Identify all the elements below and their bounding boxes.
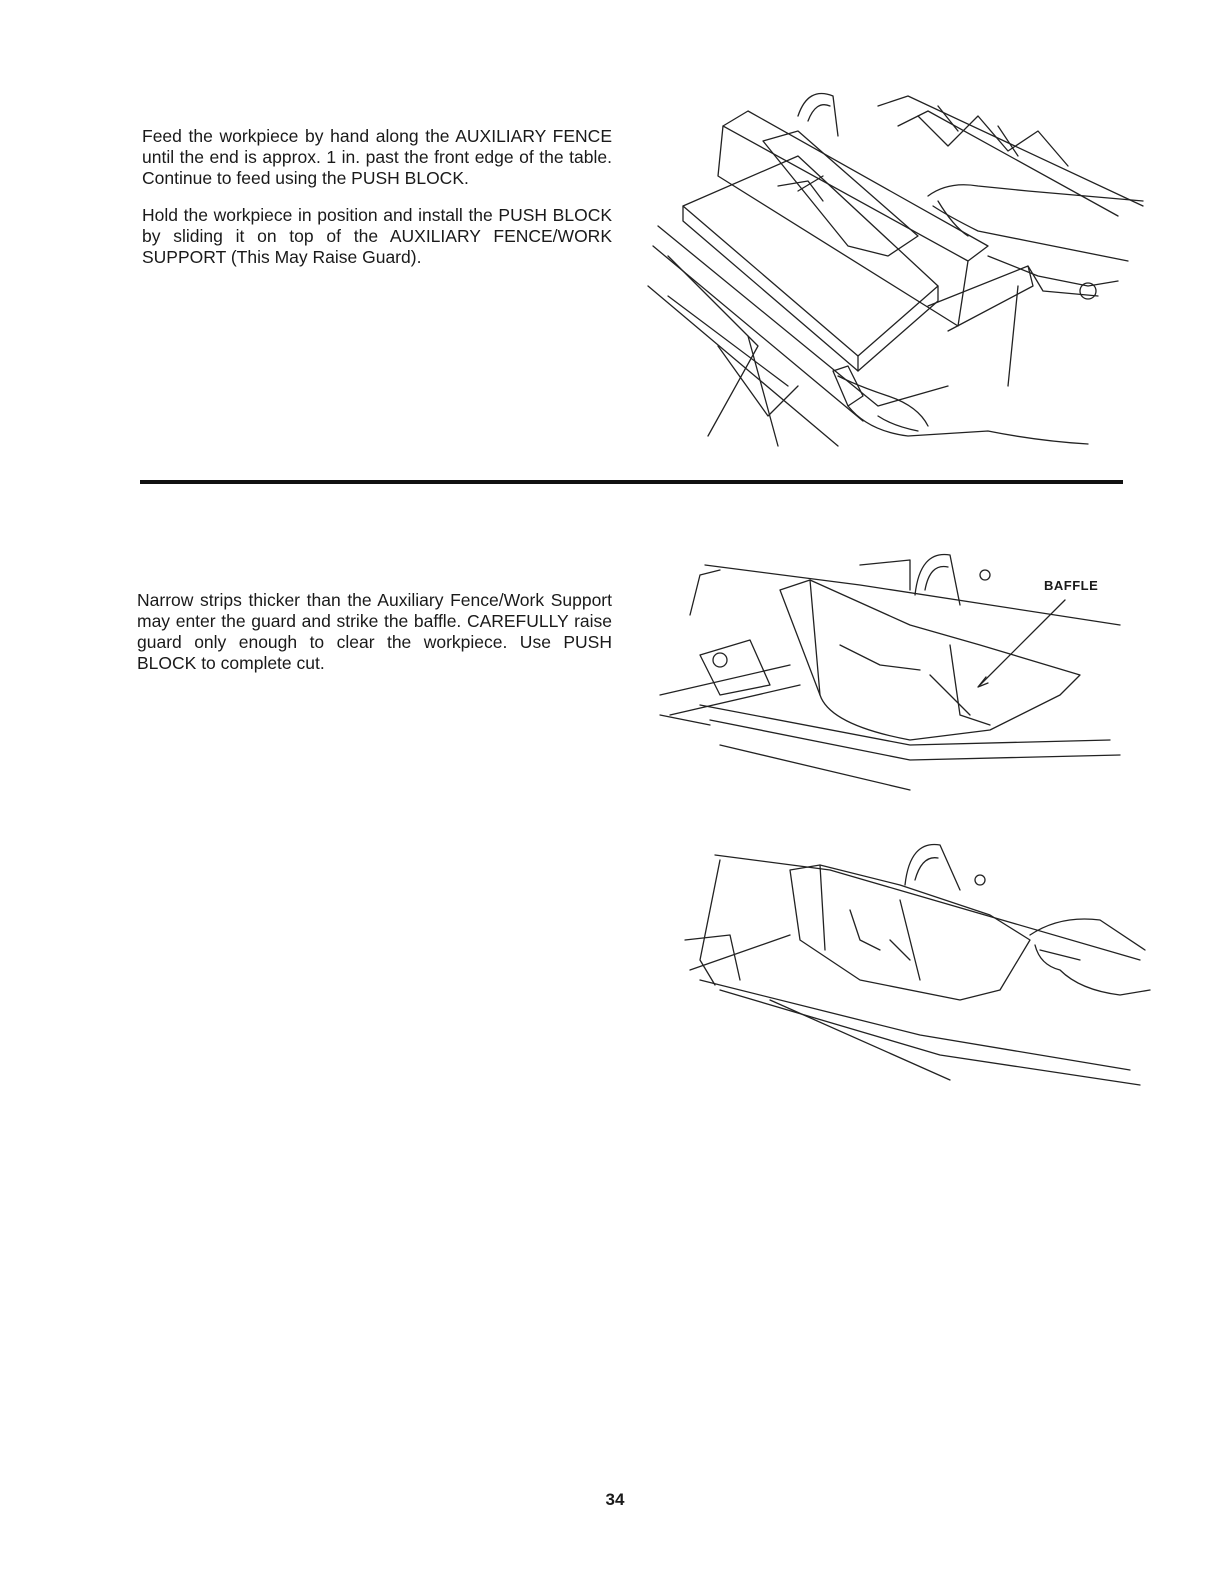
instruction-install-push-block: Hold the workpiece in position and install the PUSH BLOCK by sliding it on top of the AUXILIARY FENCE/WORK SUPPORT (This May Raise Guard).	[142, 205, 612, 267]
instruction-narrow-strips: Narrow strips thicker than the Auxiliary Fence/Work Support may enter the guard and strike the baffle. CAREFULLY raise guard only enough to clear the workpiece. Use PUSH BLOCK to complete cut.	[137, 590, 612, 673]
instruction-feed-workpiece: Feed the workpiece by hand along the AUXILIARY FENCE until the end is approx. 1 in. past the front edge of the table. Continue to feed using the PUSH BLOCK.	[142, 126, 612, 188]
raise-guard-illustration	[660, 840, 1150, 1090]
baffle-label: BAFFLE	[1044, 578, 1099, 593]
push-block-illustration	[648, 86, 1143, 466]
page-number: 34	[605, 1490, 625, 1509]
section-divider	[140, 480, 1123, 484]
